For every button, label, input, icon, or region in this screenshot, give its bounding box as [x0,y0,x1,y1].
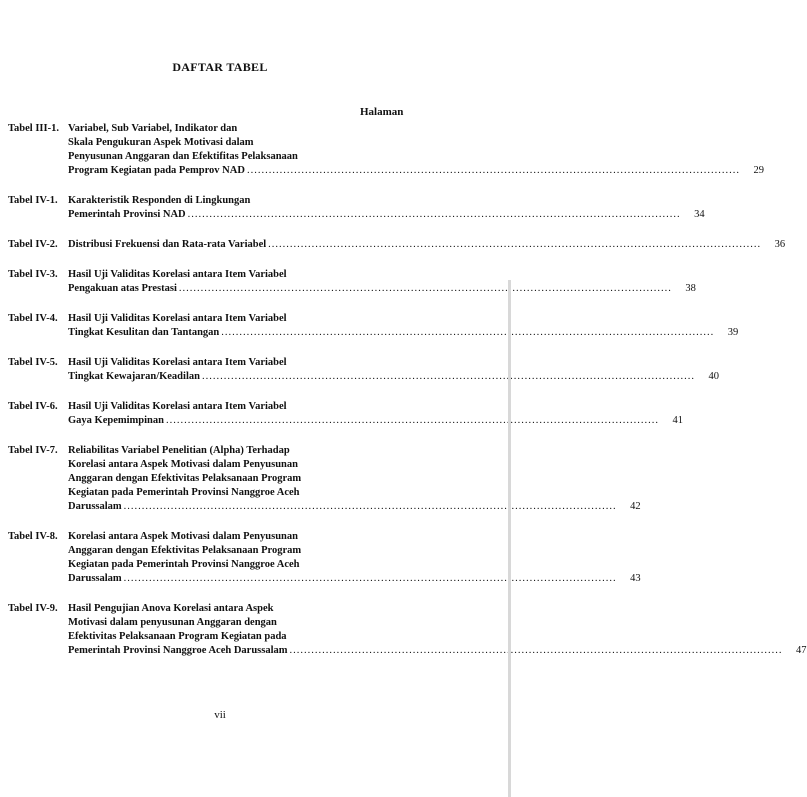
toc-entry-label: Tabel III-1. [8,123,59,134]
toc-entry [8,312,739,340]
toc-entry [8,602,807,658]
toc-entry-last-line [68,164,764,178]
toc-entry [8,194,705,222]
toc-entry-last-line [68,326,738,340]
toc-entry-line: Program Kegiatan pada Pemprov NAD [68,165,245,176]
toc-entry-title [68,444,641,514]
table-list [8,122,807,674]
toc-entry-line: Anggaran dengan Efektivitas Pelaksanaan Program [68,545,302,556]
toc-entry-line: Hasil Pengujian Anova Korelasi antara Aspek [68,603,274,614]
toc-entry-title [68,312,738,340]
toc-entry-line: Gaya Kepemimpinan [68,415,164,426]
toc-entry-title [68,356,719,384]
toc-entry-line: Korelasi antara Aspek Motivasi dalam Penyusunan [68,531,298,542]
toc-entry-label: Tabel IV-3. [8,269,58,280]
toc-entry-last-line [68,238,785,252]
toc-entry-page-number: 34 [694,209,705,220]
toc-entry-page-number: 29 [753,165,764,176]
toc-entry [8,238,786,252]
page-number-footer: vii [214,709,226,721]
toc-entry-line: Darussalam [68,501,122,512]
dot-leader [179,282,672,296]
toc-entry-line: Hasil Uji Validitas Korelasi antara Item Variabel [68,357,287,368]
toc-entry-line: Reliabilitas Variabel Penelitian (Alpha) Terhadap [68,445,290,456]
toc-entry-line: Korelasi antara Aspek Motivasi dalam Penyusunan [68,459,298,470]
toc-entry-title [68,602,807,658]
toc-entry-last-line [68,644,807,658]
toc-entry-page-number: 42 [630,501,641,512]
toc-entry-line: Hasil Uji Validitas Korelasi antara Item Variabel [68,313,287,324]
toc-entry-page-number: 43 [630,573,641,584]
toc-entry-title [68,194,705,222]
toc-entry-label: Tabel IV-4. [8,313,58,324]
toc-entry-line: Motivasi dalam penyusunan Anggaran dengan [68,617,277,628]
toc-entry-line: Kegiatan pada Pemerintah Provinsi Nanggroe Aceh [68,559,300,570]
toc-entry-label: Tabel IV-1. [8,195,58,206]
toc-entry-last-line [68,282,696,296]
toc-entry-line: Penyusunan Anggaran dan Efektifitas Pelaksanaan [68,151,298,162]
toc-entry-page-number: 40 [708,371,719,382]
toc-entry-line: Tingkat Kesulitan dan Tantangan [68,327,220,338]
dot-leader [124,572,617,586]
toc-entry-page-number: 38 [685,283,696,294]
dot-leader [202,370,695,384]
dot-leader [124,500,617,514]
toc-entry-line: Hasil Uji Validitas Korelasi antara Item Variabel [68,269,287,280]
toc-entry-label: Tabel IV-8. [8,531,58,542]
toc-entry-page-number: 36 [774,239,786,250]
toc-entry-title [68,122,764,178]
toc-entry-label: Tabel IV-5. [8,357,58,368]
toc-entry-page-number: 47 [796,645,807,656]
toc-entry-page-number: 39 [727,327,739,338]
dot-leader [166,414,659,428]
toc-entry-line: Pemerintah Provinsi Nanggroe Aceh Darussalam [68,645,288,656]
toc-entry-page-number: 41 [672,415,683,426]
toc-entry-title [68,530,641,586]
toc-entry-last-line [68,500,641,514]
toc-entry-line: Anggaran dengan Efektivitas Pelaksanaan Program [68,473,302,484]
toc-entry-label: Tabel IV-2. [8,239,58,250]
toc-entry [8,268,696,296]
toc-entry-line: Efektivitas Pelaksanaan Program Kegiatan pada [68,631,287,642]
toc-entry-label: Tabel IV-6. [8,401,58,412]
toc-entry [8,400,683,428]
dot-leader [221,326,714,340]
toc-entry-line: Pemerintah Provinsi NAD [68,209,186,220]
toc-entry-title [68,268,696,296]
toc-entry-line: Kegiatan pada Pemerintah Provinsi Nanggroe Aceh [68,487,300,498]
scan-edge-shadow [508,280,511,797]
toc-entry-last-line [68,414,683,428]
dot-leader [247,164,740,178]
toc-entry-last-line [68,572,641,586]
toc-entry-line: Hasil Uji Validitas Korelasi antara Item Variabel [68,401,287,412]
dot-leader [290,644,783,658]
toc-entry [8,356,719,384]
toc-entry-title [68,400,683,428]
toc-entry-line: Pengakuan atas Prestasi [68,283,177,294]
toc-entry [8,444,641,514]
toc-entry-line: Skala Pengukuran Aspek Motivasi dalam [68,137,254,148]
toc-entry-line: Karakteristik Responden di Lingkungan [68,195,251,206]
toc-entry-label: Tabel IV-9. [8,603,58,614]
dot-leader [268,238,761,252]
halaman-header: Halaman [360,106,404,118]
toc-entry [8,122,764,178]
dot-leader [188,208,681,222]
page-title: DAFTAR TABEL [172,60,268,74]
toc-entry-label: Tabel IV-7. [8,445,58,456]
toc-entry [8,530,641,586]
toc-entry-line: Darussalam [68,573,122,584]
toc-entry-line: Tingkat Kewajaran/Keadilan [68,371,200,382]
toc-entry-last-line [68,370,719,384]
toc-entry-title [68,238,785,252]
toc-entry-line: Distribusi Frekuensi dan Rata-rata Variabel [68,239,267,250]
toc-entry-last-line [68,208,705,222]
toc-entry-line: Variabel, Sub Variabel, Indikator dan [68,123,238,134]
